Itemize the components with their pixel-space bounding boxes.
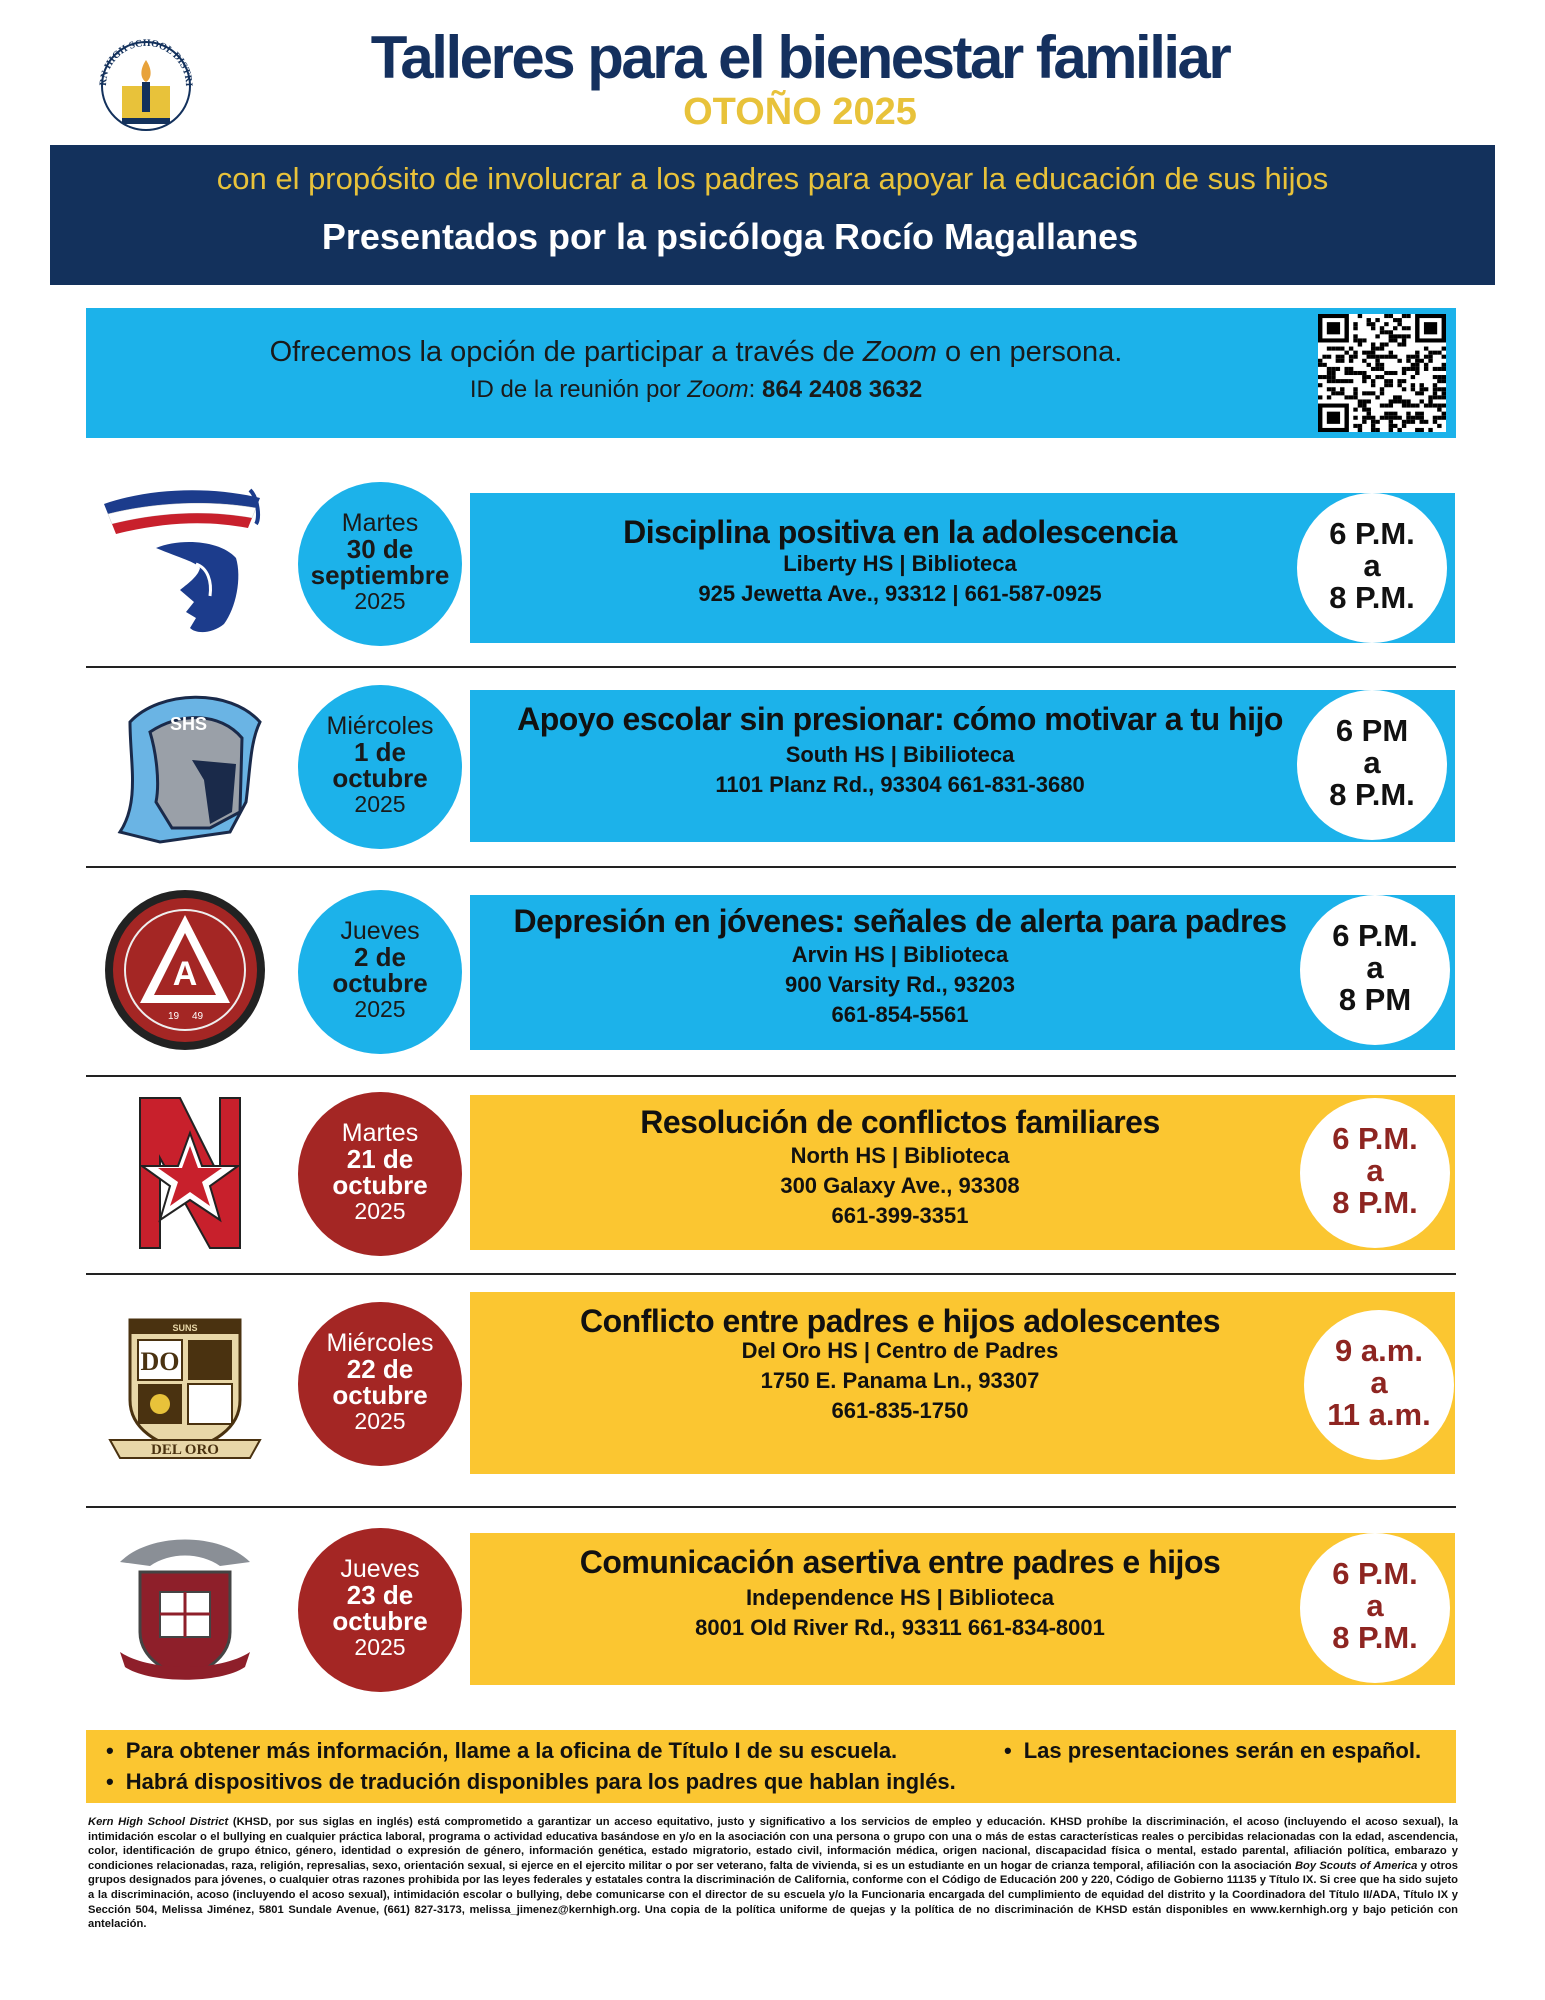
time-text: 8 P.M.	[1329, 580, 1415, 615]
date-line: octubre	[332, 968, 428, 998]
note-more-info: • Para obtener más información, llame a la oficina de Título I de su escuela.	[106, 1736, 897, 1766]
time-text: a	[1363, 745, 1381, 780]
workshop-title: Disciplina positiva en la adolescencia	[623, 514, 1177, 550]
zoom-word: Zoom	[687, 376, 749, 403]
day-of-week: Martes	[341, 1119, 419, 1147]
notes-box	[86, 1730, 1456, 1803]
workshop-detail: 300 Galaxy Ave., 93308	[780, 1173, 1020, 1198]
time-text: 6 P.M.	[1329, 516, 1415, 551]
time-text: a	[1366, 1153, 1384, 1188]
colon: :	[748, 376, 762, 403]
date-circle	[298, 685, 462, 849]
meeting-id: 864 2408 3632	[762, 376, 923, 403]
workshop-detail: 661-399-3351	[831, 1203, 969, 1228]
page-title: Talleres para el bienestar familiar	[370, 24, 1230, 91]
zoom-info-box	[86, 308, 1456, 438]
time-text: a	[1366, 1588, 1384, 1623]
workshop-detail: 1101 Planz Rd., 93304 661-831-3680	[715, 772, 1085, 797]
legal-text: (KHSD, por sus siglas en inglés) está comprometido a garantizar un acceso equitativo, justo y significativo a los servicios de empleo y educación. KHSD prohíbe la discriminación, el acoso (incluyendo el acoso sexual), la intimidación escolar o el bullying en cualquier práctica laboral, programa o actividad educativa basándose en y/o en la asociación con una persona o grupo con una o más de estas características reales o percibidas relacionadas con la edad, ascendencia, color, identificación de grupo étnico, género, identidad o expresión de género, información genética, estado migratorio, estado civil, información médica, origen nacional, discapacidad física o mental, estado parental, afiliación política, embarazo y condiciones relacionadas, raza, religión, represalias, sexo, orientación sexual, si ejerce en el ejercito militar o por ser veterano, falta de vivienda, si es un estudiante en un hogar de crianza temporal, afiliación con la asociación	[88, 1816, 1458, 1872]
workshop-detail: 900 Varsity Rd., 93203	[785, 972, 1015, 997]
season-subtitle: OTOÑO 2025	[683, 91, 917, 133]
date-line: octubre	[332, 763, 428, 793]
time-text: a	[1370, 1365, 1388, 1400]
workshop-detail: 925 Jewetta Ave., 93312 | 661-587-0925	[698, 581, 1102, 606]
day-of-week: Miércoles	[326, 1329, 434, 1357]
day-of-week: Martes	[341, 509, 419, 537]
svg-text:DEL ORO: DEL ORO	[151, 1442, 219, 1458]
date-line: octubre	[332, 1606, 428, 1636]
svg-text:KERN HIGH SCHOOL DISTRICT: RN HIGH SCHOOL DISTRI	[97, 37, 195, 87]
date-line: 1 de	[353, 737, 407, 767]
date-line: 22 de	[346, 1354, 414, 1384]
date-line: 30 de	[346, 534, 414, 564]
note-spanish: • Las presentaciones serán en español.	[1004, 1736, 1421, 1766]
year: 2025	[354, 791, 406, 817]
date-circle	[298, 1092, 462, 1256]
zoom-option-text	[86, 334, 1306, 370]
north-n-star-icon	[100, 1088, 270, 1258]
legal-text: y otros grupos designados para jóvenes, o cualquier otras razones prohibida por las leyes federales y estatales contra la discriminación de California, conforme con el Código de Educación 200 y 220, Código de Gobierno 11135 y Título IX. Si cree que ha sido sujeto a la discriminación, acoso (incluyendo el acoso sexual), intimidación escolar o bullying, debe comunicarse con el director de su escuela y/o la Funcionaria encargada del cumplimiento de equidad del distrito y la Coordinadora del Título II/ADA, Título IX y Sección 504, Melissa Jiménez, 5801 Sundale Avenue, (661) 827-3173, melissa_jimenez@kernhigh.org. Una copia de la política uniforme de quejas y la política de no discriminación de KHSD están disponibles en www.kernhigh.org y bajo petición con antelación.	[88, 1859, 1458, 1931]
time-text: 8 P.M.	[1332, 1185, 1418, 1220]
time-circle	[1300, 895, 1450, 1045]
date-line: 23 de	[346, 1580, 414, 1610]
time-circle	[1300, 1533, 1450, 1683]
purpose-text: con el propósito de involucrar a los padres para apoyar la educación de sus hijos	[216, 161, 1329, 196]
svg-text:SHS: SHS	[170, 714, 208, 734]
svg-text:SUNS: SUNS	[172, 1323, 198, 1333]
workshop-detail: Independence HS | Biblioteca	[745, 1585, 1055, 1610]
workshop-title: Depresión en jóvenes: señales de alerta para padres	[513, 903, 1287, 939]
header-banner	[50, 145, 1495, 285]
event-separator	[86, 866, 1456, 868]
district-logo	[92, 30, 200, 138]
zoom-text-part: Ofrecemos la opción de participar a través de	[269, 336, 863, 368]
year: 2025	[354, 588, 406, 614]
svg-text:DO: DO	[140, 1347, 180, 1376]
event-separator	[86, 1506, 1456, 1508]
date-circle	[298, 1302, 462, 1466]
year: 2025	[354, 1198, 406, 1224]
district-name: Kern High School District	[88, 1816, 229, 1828]
year: 2025	[354, 996, 406, 1022]
svg-text:49: 49	[192, 1011, 204, 1022]
date-circle	[298, 1528, 462, 1692]
independence-eagle-crest-icon	[100, 1522, 270, 1692]
event-separator	[86, 1273, 1456, 1275]
time-text: a	[1363, 548, 1381, 583]
time-text: 8 P.M.	[1332, 1620, 1418, 1655]
date-line: 2 de	[353, 942, 407, 972]
workshop-detail: South HS | Bibilioteca	[785, 742, 1015, 767]
date-line: octubre	[332, 1380, 428, 1410]
time-circle	[1300, 1098, 1450, 1248]
time-text: 8 P.M.	[1329, 777, 1415, 812]
workshop-title: Resolución de conflictos familiares	[640, 1104, 1160, 1140]
date-line: octubre	[332, 1170, 428, 1200]
workshop-title: Conflicto entre padres e hijos adolescentes	[579, 1303, 1220, 1339]
event-separator	[86, 666, 1456, 668]
workshop-detail: Liberty HS | Biblioteca	[783, 551, 1017, 576]
zoom-word: Zoom	[862, 336, 937, 368]
qr-code-icon[interactable]	[1318, 314, 1446, 432]
svg-text:19: 19	[168, 1011, 180, 1022]
workshop-detail: 8001 Old River Rd., 93311 661-834-8001	[695, 1615, 1105, 1640]
presenter-text: Presentados por la psicóloga Rocío Magallanes	[321, 216, 1139, 257]
workshop-detail: North HS | Biblioteca	[790, 1143, 1010, 1168]
svg-text:A: A	[172, 955, 198, 993]
workshop-detail: 661-854-5561	[831, 1002, 969, 1027]
date-line: 21 de	[346, 1144, 414, 1174]
date-circle	[298, 482, 462, 646]
time-circle	[1297, 690, 1447, 840]
del-oro-crest-icon	[100, 1300, 270, 1470]
zoom-meeting-id-line	[86, 374, 1306, 406]
arvin-seal-icon	[100, 885, 270, 1055]
day-of-week: Jueves	[340, 1555, 420, 1583]
note-translation: • Habrá dispositivos de tradución disponibles para los padres que hablan inglés.	[106, 1767, 956, 1797]
date-circle	[298, 890, 462, 1054]
time-circle	[1304, 1310, 1454, 1460]
time-text: 6 P.M.	[1332, 1121, 1418, 1156]
workshop-title: Comunicación asertiva entre padres e hijos	[579, 1544, 1221, 1580]
day-of-week: Miércoles	[326, 712, 434, 740]
date-line: septiembre	[310, 560, 450, 590]
workshop-detail: 1750 E. Panama Ln., 93307	[760, 1368, 1040, 1393]
meeting-id-label: ID de la reunión por	[469, 376, 688, 403]
zoom-text-part: o en persona.	[936, 336, 1123, 368]
year: 2025	[354, 1408, 406, 1434]
nondiscrimination-statement	[88, 1815, 1458, 1932]
year: 2025	[354, 1634, 406, 1660]
time-text: 6 P.M.	[1332, 1556, 1418, 1591]
time-circle	[1297, 493, 1447, 643]
time-text: 8 PM	[1338, 982, 1412, 1017]
workshop-detail: Del Oro HS | Centro de Padres	[741, 1338, 1059, 1363]
time-text: 6 PM	[1335, 713, 1409, 748]
workshop-detail: Arvin HS | Biblioteca	[791, 942, 1009, 967]
day-of-week: Jueves	[340, 917, 420, 945]
workshop-detail: 661-835-1750	[831, 1398, 969, 1423]
time-text: 9 a.m.	[1335, 1333, 1423, 1368]
workshop-title: Apoyo escolar sin presionar: cómo motivar a tu hijo	[517, 701, 1283, 737]
south-spartan-helmet-icon	[100, 682, 270, 852]
event-separator	[86, 1075, 1456, 1077]
liberty-patriot-icon	[100, 478, 270, 648]
bsa-name: Boy Scouts of America	[1294, 1859, 1418, 1872]
time-text: a	[1366, 950, 1384, 985]
time-text: 11 a.m.	[1327, 1397, 1431, 1432]
time-text: 6 P.M.	[1332, 918, 1418, 953]
